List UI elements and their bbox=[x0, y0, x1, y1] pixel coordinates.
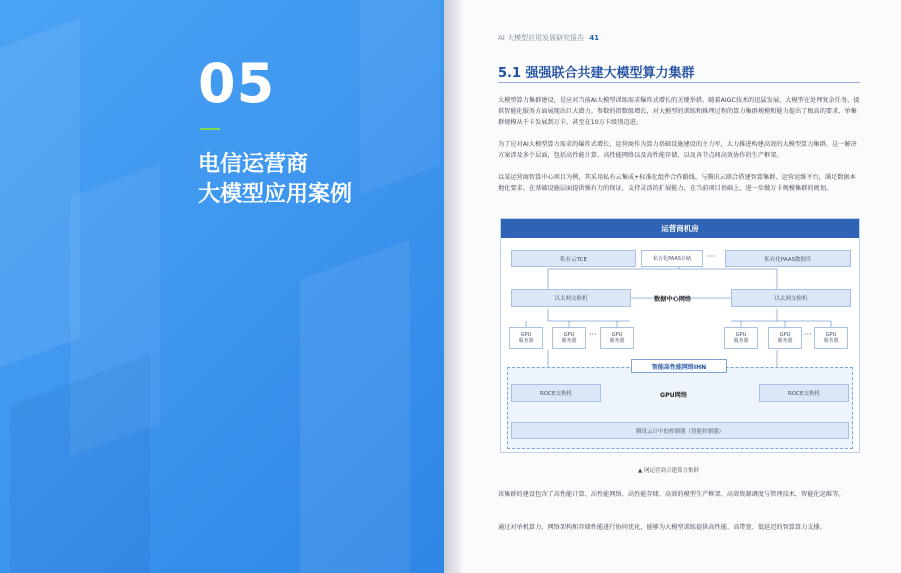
gpu-server: GPU 服务器 bbox=[768, 327, 802, 349]
ellipsis: ··· bbox=[804, 330, 812, 339]
content-page bbox=[462, 0, 901, 573]
decorative-block bbox=[360, 0, 440, 195]
decorative-block bbox=[0, 18, 80, 382]
chapter-title bbox=[198, 150, 352, 210]
roce-switch-left: ROCE交换机 bbox=[511, 384, 601, 402]
gpu-server: GPU 服务器 bbox=[509, 327, 543, 349]
page-number: 41 bbox=[589, 34, 600, 42]
gpu-server: GPU 服务器 bbox=[600, 327, 634, 349]
ellipsis: ··· bbox=[589, 330, 597, 339]
decorative-block bbox=[10, 355, 150, 573]
private-paas-storage-box: 私有化PAAS存储 bbox=[641, 250, 703, 267]
ethernet-switch-left: 以太网交换机 bbox=[511, 289, 631, 307]
gpu-server: GPU 服务器 bbox=[724, 327, 758, 349]
gpu-network-label: GPU网络 bbox=[660, 392, 688, 399]
ethernet-switch-right: 以太网交换机 bbox=[731, 289, 851, 307]
figure-caption: ▲ 网运营商合建算力集群 bbox=[638, 468, 699, 474]
section-title: 5.1 强强联合共建大模型算力集群 bbox=[498, 66, 695, 81]
section-rule bbox=[498, 82, 860, 83]
paragraph-1: 大模型算力集群建设，是应对当前AI大模型训练需求爆炸式增长的关键举措。随着AIGC技术的迅猛发展，大模型在处理复杂任务、提供智能化服务方面展现出巨大潜力。参数的指数级增长，对大模型的训练和推理过程的算力集群规模和能力提出了极高的要求，单集群规模从千卡发展到万卡，甚至在10万卡级别迈进。 bbox=[498, 97, 860, 126]
gpu-server: GPU 服务器 bbox=[552, 327, 586, 349]
running-header bbox=[498, 33, 599, 43]
private-paas-database-box: 私有化PAAS数据库 bbox=[725, 250, 851, 267]
paragraph-4: 该集群的建设包含了高性能计算、高性能网络、高性能存储、高效的模型生产框架、高效资源调度与管理技术、智能化运维等。 bbox=[498, 491, 845, 498]
header-text: AI 大模型应用发展研究报告 bbox=[498, 34, 585, 42]
private-cloud-tce-box: 私有云TCE bbox=[511, 250, 636, 267]
paragraph-5: 通过对单机算力、网络架构和存储性能进行协同优化，能够为大模型训练提供高性能、高带宽、低延迟的智算算力支撑。 bbox=[498, 524, 826, 531]
gpu-server: GPU 服务器 bbox=[814, 327, 848, 349]
accent-divider bbox=[200, 128, 220, 130]
chapter-number: 05 bbox=[198, 52, 276, 115]
architecture-diagram bbox=[500, 218, 860, 453]
sdn-controller-box: 腾讯云计中的控制器（智能控制器） bbox=[511, 422, 849, 439]
ihn-label: 智能高性能网络IHN bbox=[631, 359, 727, 373]
diagram-title: 运营商机房 bbox=[501, 219, 859, 238]
roce-switch-right: ROCE交换机 bbox=[759, 384, 849, 402]
paragraph-3: 以某运营商智算中心项目为例，其采用私有云集成+标准化组件合作路线，与腾讯云联合搭建智算集群、运营运维平台，满足数据本地化要求。在基础设施层面提供强有力的保证，支持灵活的扩展能力，在当前项目基础上，进一步做万卡规模集群的规划。 bbox=[498, 174, 856, 192]
dc-network-label: 数据中心网络 bbox=[654, 296, 692, 303]
chapter-title-line-2: 大模型应用案例 bbox=[198, 182, 353, 207]
paragraph-2: 为了应对AI大模型算力需求的爆炸式增长，运营商作为算力基础设施建设的主力军，大力推进构建高效的大模型算力集群。这一解决方案涉及多个层面，包括高性能计算、高性能网络以及高性能存储，以及各节点间高效协作的生产框架。 bbox=[498, 141, 857, 159]
chapter-title-line-1: 电信运营商 bbox=[198, 152, 309, 177]
book-gutter bbox=[444, 0, 462, 573]
chapter-cover-page bbox=[0, 0, 444, 573]
decorative-block bbox=[300, 240, 410, 573]
ellipsis: ··· bbox=[707, 252, 715, 261]
